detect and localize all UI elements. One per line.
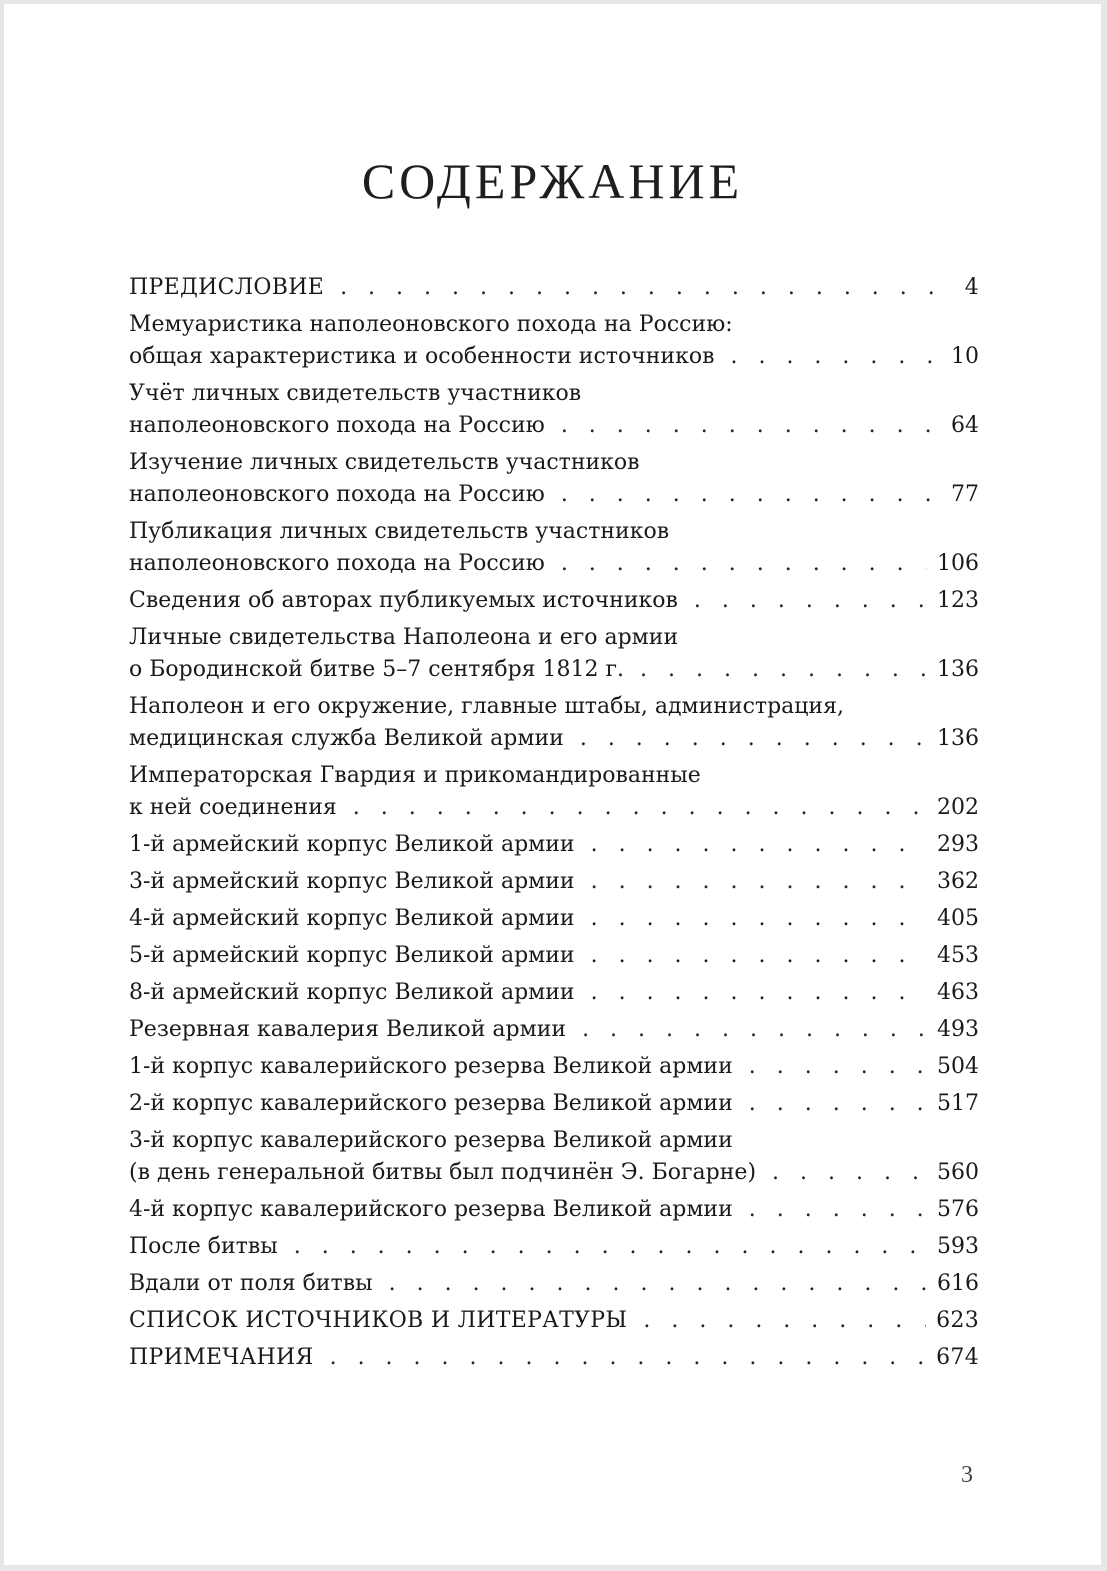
toc-entry-line [129,272,979,304]
toc-entry[interactable] [129,691,979,755]
toc-entry[interactable] [129,585,979,617]
page-number-folio: 3 [961,1462,973,1488]
dot-leader [582,1014,927,1046]
toc-entry-line [129,1268,979,1300]
toc-entry-line [129,410,979,442]
toc-page-number: 136 [937,657,979,682]
toc-entry[interactable] [129,1231,979,1263]
toc-entry-title: 3-й корпус кавалерийского резерва Великой армии [129,1128,733,1153]
dot-leader [353,792,927,824]
toc-entry-line [129,341,979,373]
toc-page-number: 293 [937,832,979,857]
toc-entry-title: 4-й корпус кавалерийского резерва Великой армии [129,1197,733,1222]
toc-entry-title: медицинская служба Великой армии [129,726,564,751]
toc-entry-title: Мемуаристика наполеоновского похода на Россию: [129,312,733,337]
toc-entry-title: Вдали от поля битвы [129,1271,373,1296]
dot-leader [561,410,939,442]
dot-leader [749,1051,927,1083]
toc-entry[interactable] [129,760,979,824]
toc-page-number: 453 [937,943,979,968]
toc-entry-line [129,1088,979,1120]
toc-entry-title: наполеоновского похода на Россию [129,413,545,438]
page-title: СОДЕРЖАНИЕ [361,153,744,209]
toc-entry-line [129,447,979,479]
toc-page-number: 202 [937,795,979,820]
toc-entry-line [129,516,979,548]
toc-entry-title: Сведения об авторах публикуемых источников [129,588,678,613]
toc-page-number: 504 [937,1054,979,1079]
dot-leader [561,479,939,511]
toc-entry-line [129,585,979,617]
toc-page-number: 123 [937,588,979,613]
toc-entry[interactable] [129,866,979,898]
toc-entry-title: 2-й корпус кавалерийского резерва Великой армии [129,1091,733,1116]
toc-entry[interactable] [129,378,979,442]
dot-leader [330,1342,927,1374]
dot-leader [591,977,927,1009]
toc-entry-title: наполеоновского похода на Россию [129,551,545,576]
toc-entry-line [129,1231,979,1263]
toc-entry[interactable] [129,1268,979,1300]
toc-entry-line [129,903,979,935]
toc-entry[interactable] [129,622,979,686]
toc-entry-line [129,1157,979,1189]
toc-entry-title: 5-й армейский корпус Великой армии [129,943,575,968]
dot-leader [749,1194,927,1226]
dot-leader [294,1231,927,1263]
book-page [4,4,1101,1565]
toc-entry-title: Изучение личных свидетельств участников [129,450,640,475]
toc-entry-title: наполеоновского похода на Россию [129,482,545,507]
toc-entry[interactable] [129,903,979,935]
toc-entry-title: СПИСОК ИСТОЧНИКОВ И ЛИТЕРАТУРЫ [129,1308,628,1333]
dot-leader [643,1305,926,1337]
toc-entry-title: ПРЕДИСЛОВИЕ [129,275,325,300]
toc-entry-title: ПРИМЕЧАНИЯ [129,1345,314,1370]
toc-entry-line [129,654,979,686]
toc-entry-line [129,1125,979,1157]
dot-leader [591,866,927,898]
toc-page-number: 493 [937,1017,979,1042]
toc-entry-line [129,622,979,654]
toc-entry[interactable] [129,829,979,861]
toc-entry-title: к ней соединения [129,795,337,820]
toc-page-number: 77 [951,482,979,507]
toc-entry-line [129,760,979,792]
toc-entry-line [129,723,979,755]
toc-entry-title: 3-й армейский корпус Великой армии [129,869,575,894]
toc-page-number: 517 [937,1091,979,1116]
dot-leader [694,585,927,617]
toc-page-number: 674 [936,1345,979,1370]
dot-leader [749,1088,927,1120]
toc-entry-line [129,866,979,898]
toc-entry-line [129,479,979,511]
dot-leader [389,1268,927,1300]
dot-leader [591,903,927,935]
toc-entry[interactable] [129,1305,979,1337]
toc-entry-line [129,548,979,580]
toc-entry[interactable] [129,516,979,580]
dot-leader [640,654,927,686]
toc-entry-line [129,977,979,1009]
dot-leader [591,829,927,861]
toc-entry[interactable] [129,1088,979,1120]
toc-page-number: 4 [964,275,979,300]
dot-leader [591,940,927,972]
toc-entry-title: Учёт личных свидетельств участников [129,381,582,406]
dot-leader [580,723,927,755]
toc-entry[interactable] [129,1342,979,1374]
toc-entry-title: (в день генеральной битвы был подчинён Э. Богарне) [129,1160,757,1185]
toc-page-number: 463 [937,980,979,1005]
toc-page-number: 10 [951,344,979,369]
toc-page-number: 616 [937,1271,979,1296]
toc-entry[interactable] [129,1014,979,1046]
toc-entry-line [129,378,979,410]
dot-leader [772,1157,927,1189]
toc-entry[interactable] [129,309,979,373]
toc-entry-title: общая характеристика и особенности источников [129,344,715,369]
toc-entry-title: 4-й армейский корпус Великой армии [129,906,575,931]
toc-entry[interactable] [129,1194,979,1226]
toc-entry-line [129,1014,979,1046]
toc-page-number: 64 [951,413,979,438]
toc-page-number: 593 [937,1234,979,1259]
toc-entry-title: Императорская Гвардия и прикомандированные [129,763,701,788]
toc-entry-line [129,1305,979,1337]
toc-entry-line [129,792,979,824]
toc-page-number: 560 [937,1160,979,1185]
toc-entry[interactable] [129,272,979,304]
dot-leader [340,272,939,304]
toc-page-number: 106 [937,551,979,576]
toc-entry-line [129,940,979,972]
toc-entry-line [129,309,979,341]
toc-entry-line [129,1051,979,1083]
toc-entry-line [129,829,979,861]
toc-entry-line [129,1194,979,1226]
table-of-contents [129,272,979,1379]
toc-entry-title: о Бородинской битве 5–7 сентября 1812 г. [129,657,625,682]
toc-page-number: 405 [937,906,979,931]
dot-leader [730,341,939,373]
toc-entry-title: После битвы [129,1234,278,1259]
dot-leader [561,548,927,580]
toc-entry[interactable] [129,940,979,972]
toc-entry-title: 1-й корпус кавалерийского резерва Великой армии [129,1054,733,1079]
toc-entry-title: Личные свидетельства Наполеона и его армии [129,625,679,650]
toc-entry[interactable] [129,977,979,1009]
toc-entry-title: Публикация личных свидетельств участников [129,519,670,544]
toc-entry[interactable] [129,1125,979,1189]
toc-page-number: 623 [936,1308,979,1333]
toc-page-number: 362 [937,869,979,894]
toc-page-number: 136 [937,726,979,751]
toc-entry-title: 8-й армейский корпус Великой армии [129,980,575,1005]
toc-entry-line [129,691,979,723]
toc-page-number: 576 [937,1197,979,1222]
toc-entry-line [129,1342,979,1374]
toc-entry-title: Резервная кавалерия Великой армии [129,1017,567,1042]
toc-entry[interactable] [129,447,979,511]
toc-entry[interactable] [129,1051,979,1083]
toc-entry-title: 1-й армейский корпус Великой армии [129,832,575,857]
toc-entry-title: Наполеон и его окружение, главные штабы, администрация, [129,694,844,719]
